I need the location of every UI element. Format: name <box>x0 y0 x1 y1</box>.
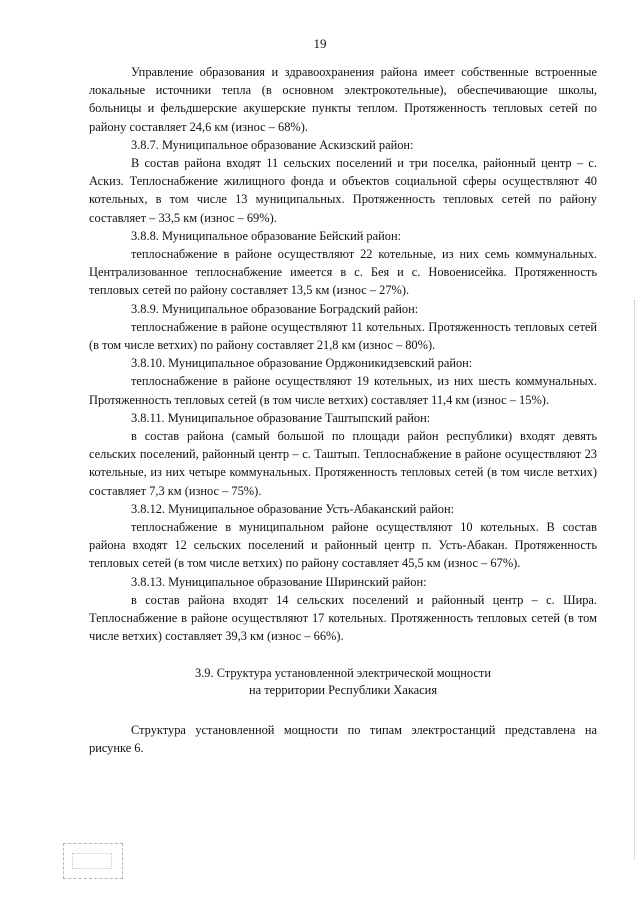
paragraph-education-heating: Управление образования и здравоохранения района имеет собственные встроенные локальные источники тепла (в основном электрокотельные), обеспечивающие школы, больницы и фельдшерские акушерские пункты теплом. Протяженность тепловых сетей по району составляет 24,6 км (износ – 68%). <box>89 65 597 134</box>
paragraph-power-structure: Структура установленной мощности по типам электростанций представлена на рисунке 6. <box>89 722 597 755</box>
paragraph-bograd: теплоснабжение в районе осуществляют 11 котельных. Протяженность тепловых сетей (в том числе ветхих) по району составляет 21,8 км (износ – 80%). <box>89 319 597 353</box>
subsection-heading-tashtyp: 3.8.11. Муниципальное образование Таштыпский район: <box>131 410 431 425</box>
paragraph-shira: в состав района входят 14 сельских поселений и районный центр – с. Шира. Теплоснабжение в районе осуществляют 17 котельных. Протяженность тепловых сетей (в том числе ветхих) составляет 39,3 км (износ – 66%). <box>89 592 597 644</box>
paragraph-askiz: В состав района входят 11 сельских поселений и три поселка, районный центр – с. Аскиз. Теплоснабжение жилищного фонда и объектов социальной сферы осуществляют 40 котельных, в том числе 13 муниципальных. Протяженность тепловых сетей по району составляет – 33,5 км (износ – 69%). <box>89 156 597 225</box>
section-title-line-2: на территории Республики Хакасия <box>248 682 438 697</box>
document-body <box>89 63 597 757</box>
page-number: 19 <box>313 36 327 51</box>
subsection-heading-bograd: 3.8.9. Муниципальное образование Боградский район: <box>131 301 419 316</box>
faint-stamp <box>63 843 123 879</box>
subsection-heading-askiz: 3.8.7. Муниципальное образование Аскизский район: <box>131 137 414 152</box>
subsection-heading-ust-abakan: 3.8.12. Муниципальное образование Усть-Абаканский район: <box>131 501 455 516</box>
scan-margin-line <box>634 300 636 860</box>
paragraph-ordzhonikidze: теплоснабжение в районе осуществляют 19 котельных, из них шесть коммунальных. Протяженность тепловых сетей (в том числе ветхих) составляет 11,4 км (износ – 15%). <box>89 374 597 407</box>
subsection-heading-beya: 3.8.8. Муниципальное образование Бейский район: <box>131 228 402 243</box>
subsection-heading-ordzhonikidze: 3.8.10. Муниципальное образование Орджоникидзевский район: <box>131 356 473 371</box>
subsection-heading-shira: 3.8.13. Муниципальное образование Ширинский район: <box>131 574 427 589</box>
paragraph-ust-abakan: теплоснабжение в муниципальном районе осуществляют 10 котельных. В состав района входят 12 сельских поселений и районный центр п. Усть-Абакан. Протяженность тепловых сетей (в том числе ветхих) по району составляет 45,5 км (износ – 67%). <box>89 520 597 571</box>
section-title <box>89 665 597 699</box>
section-title-line-1: 3.9. Структура установленной электрической мощности <box>195 665 491 680</box>
paragraph-beya: теплоснабжение в районе осуществляют 22 котельные, из них семь коммунальных. Централизованное теплоснабжение имеется в с. Бея и с. Новоенисейка. Протяженность тепловых сетей по району составляет 13,5 км (износ – 27%). <box>89 247 597 298</box>
paragraph-tashtyp: в состав района (самый большой по площади район республики) входят девять сельских поселений, районный центр – с. Таштып. Теплоснабжение в районе осуществляют 23 котельные, из них четыре коммунальных. Протяженность тепловых сетей (в том числе ветхих) составляет 7,3 км (износ – 75%). <box>89 429 597 498</box>
